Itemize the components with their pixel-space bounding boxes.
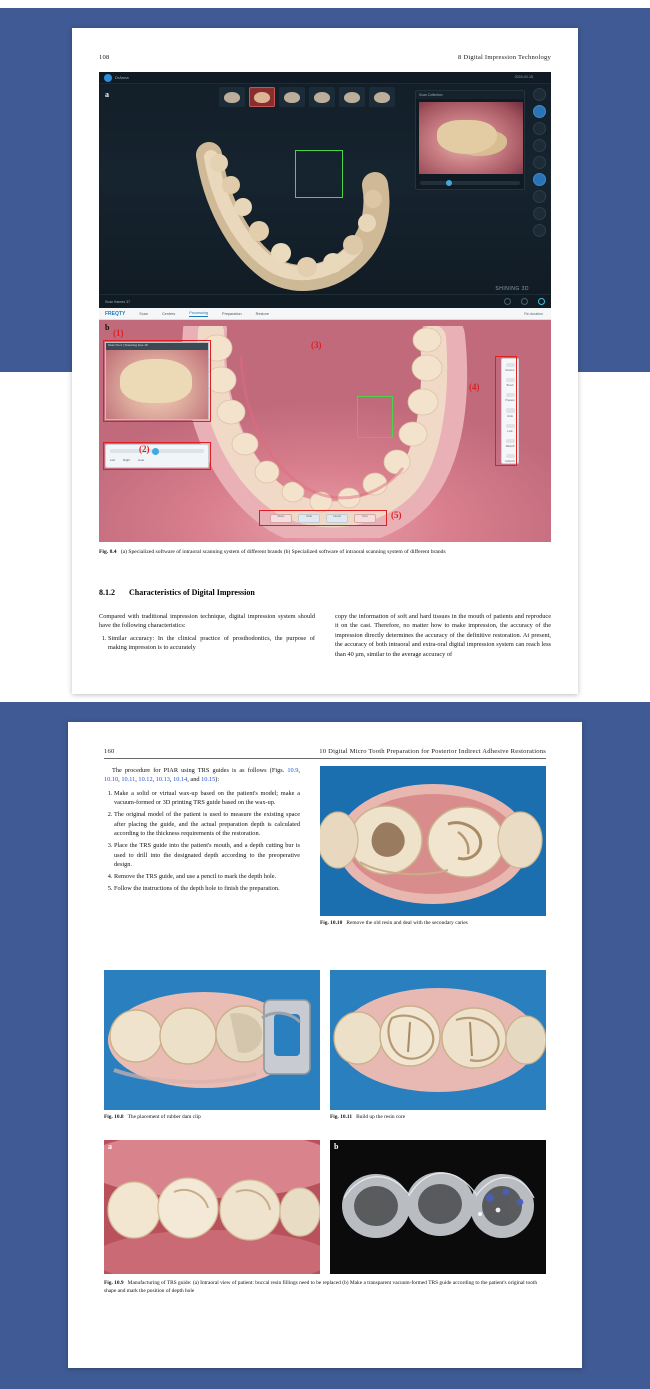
tab-restore[interactable]: Restore [255, 311, 269, 316]
cancel-button[interactable]: Cancel [326, 514, 348, 523]
header-rule [104, 758, 546, 759]
tab-centres[interactable]: Centres [161, 311, 176, 316]
selection-box-green-b [357, 396, 393, 438]
date-label: 2024-03-15 [514, 75, 533, 79]
panel-b-toolbar[interactable] [99, 308, 551, 320]
right-tool-rail[interactable] [531, 88, 547, 278]
undo-button[interactable]: Undo [298, 514, 320, 523]
band-white-top [0, 0, 650, 8]
body-column-left [99, 612, 315, 655]
figure-10-8-text: The placement of rubber dam clip [127, 1114, 201, 1120]
tool-label-lock: Lock [507, 429, 513, 433]
intraoral-scan-view[interactable] [99, 320, 551, 542]
band-white-left-strip [0, 0, 12, 8]
scan-preview-panel[interactable] [415, 90, 525, 190]
tooth-cell[interactable] [309, 87, 335, 107]
page-1-sheet [72, 28, 578, 694]
annotation-box-2 [103, 442, 211, 470]
page-2-chapter-title: 10 Digital Micro Tooth Preparation for Posterior Indirect Adhesive Restorations [319, 748, 546, 755]
preview-intraoral-image [419, 102, 523, 174]
annotation-box-4 [495, 356, 517, 466]
rail-icon-cursor[interactable] [533, 88, 546, 101]
tool-label-undo: Undo [506, 414, 514, 418]
page-number: 108 [99, 54, 110, 61]
figure-10-9-number: Fig. 10.9 [104, 1280, 127, 1286]
section-number: 8.1.2 [99, 588, 119, 597]
procedure-step-3: 3. Place the TRS guide into the patient's mouth, and a depth cutting bur is used to drill into the designated depth according to the preoperative design. [114, 841, 300, 869]
3d-scan-arch-model[interactable] [179, 127, 409, 292]
rail-icon-export[interactable] [533, 207, 546, 220]
tooth-cell[interactable] [339, 87, 365, 107]
procedure-step-1: 1. Make a solid or virtual wax-up based on the patient's model; make a vacuum-formed or 3D printing TRS guide based on the wax-up. [114, 789, 300, 808]
procedure-step-5: 5. Follow the instructions of the depth hole to finish the preparation. [114, 884, 300, 893]
figure-caption-number: Fig. 8.4 [99, 549, 120, 555]
tab-processing[interactable]: Processing [189, 310, 209, 315]
figure-10-10-photo [320, 766, 546, 916]
selection-box-green [295, 150, 343, 198]
figure-10-8-number: Fig. 10.8 [104, 1114, 127, 1120]
procedure-step-4: 4. Remove the TRS guide, and use a pencil to mark the depth hole. [114, 872, 300, 881]
scanner-software-panel-b [99, 308, 551, 542]
tool-label-restore: Restore [505, 369, 515, 373]
preview-tooth-shape [437, 120, 497, 154]
tab-preparation[interactable]: Preparation [222, 311, 242, 316]
panel-a-toolbar [99, 72, 551, 84]
procedure-intro [104, 766, 300, 785]
tool-label-prepare: Prepare [505, 399, 515, 403]
figure-panel-label-b: b [105, 323, 110, 332]
tool-label-colorcc: ColorCC [505, 459, 515, 463]
tooth-cell[interactable] [369, 87, 395, 107]
figure-8-4-caption [99, 548, 551, 556]
figure-10-10-number: Fig. 10.10 [320, 920, 346, 926]
panel-a-status-bar [99, 294, 551, 308]
figure-10-8-caption [104, 1114, 320, 1122]
redo-icon[interactable] [521, 298, 528, 305]
figure-10-8-photo [104, 970, 320, 1110]
annotation-box-1 [103, 340, 211, 422]
section-heading [99, 588, 551, 597]
next-button[interactable]: Next [354, 514, 376, 523]
option-right[interactable]: Right [123, 458, 131, 462]
figure-10-11-caption [330, 1114, 546, 1122]
preview-panel-title: Scan Collection [416, 91, 524, 99]
annotation-marker-5: (5) [391, 510, 402, 520]
reset-button[interactable]: Reset [270, 514, 292, 523]
rail-icon-fill[interactable] [533, 139, 546, 152]
figure-10-11-text: Build up the resin core [356, 1114, 406, 1120]
procedure-step-2: 2. The original model of the patient is used to measure the existing space after placing the guide, and the actual preparation depth is calculated according to the thickness requirements of the restoration. [114, 810, 300, 838]
page-2-text-column [104, 766, 300, 896]
lower-arch-scan [181, 326, 471, 538]
page-2-number: 160 [104, 748, 115, 755]
figure-10-11-number: Fig. 10.11 [330, 1114, 355, 1120]
scan-frames-status: Scan frames 37 [105, 299, 131, 304]
tooth-cell[interactable] [219, 87, 245, 107]
figure-10-9-label-b: b [334, 1142, 339, 1151]
page-2-sheet [68, 722, 582, 1368]
page-2-running-head [104, 748, 546, 755]
chapter-title: 8 Digital Impression Technology [458, 54, 551, 61]
software-brandmark: SHINING 3D [495, 286, 529, 292]
status-bar-icons[interactable] [504, 298, 545, 305]
figure-10-9-label-a: a [108, 1142, 112, 1151]
page-1-running-head [99, 54, 551, 61]
figure-10-10-text: Remove the old resin and deal with the secondary caries [346, 920, 468, 926]
tooth-selection-strip[interactable] [219, 86, 419, 108]
right-paragraph: copy the information of soft and hard tissues in the mouth of patients and reproduce it on the cast. Therefore, no matter how to make impression, the accuracy of the impression directly determines the accuracy of the definitive restoration. At present, the accuracy of both intraoral and extra-oral digital impression system can reach less than 40 µm, similar to the average accuracy of [335, 613, 551, 658]
tool-label-markoff: Markoff [505, 444, 515, 448]
rail-icon-trim[interactable] [533, 122, 546, 135]
figure-10-9-photo-a [104, 1140, 320, 1274]
option-left[interactable]: Left [110, 458, 116, 462]
annotation-marker-2: (2) [139, 444, 150, 454]
scanner-software-panel-a [99, 72, 551, 308]
confirm-icon[interactable] [538, 298, 545, 305]
rail-icon-scan[interactable] [533, 105, 546, 118]
figure-10-9-photo-b [330, 1140, 546, 1274]
user-name-label: DrAnna [115, 75, 129, 80]
figure-10-9-caption [104, 1280, 546, 1295]
tab-scan[interactable]: Scan [139, 311, 148, 316]
procedure-steps [104, 789, 300, 893]
tooth-cell[interactable] [279, 87, 305, 107]
undo-icon[interactable] [504, 298, 511, 305]
figure-panel-label-a: a [105, 90, 109, 99]
section-title: Characteristics of Digital Impression [129, 588, 255, 597]
app-logo-icon [104, 74, 112, 82]
tooth-cell-selected[interactable] [249, 87, 275, 107]
figure-10-10-caption [320, 920, 546, 928]
figure-10-9-text: Manufacturing of TRS guide: (a) Intraoral view of patient: buccal resin fillings need to be replaced (b) Make a transparent vacuum-formed TRS guide according to the patient's original tooth shape and mark the position of depth hole [104, 1280, 538, 1294]
panel-b-status: Re-duration [524, 311, 543, 316]
thumbnail-title: Scan No.2 | Scanning time 18 [106, 343, 208, 350]
rail-icon-measure[interactable] [533, 156, 546, 169]
left-intro-paragraph: Compared with traditional impression technique, digital impression system should have the following characteristics: [99, 613, 315, 630]
rail-icon-view[interactable] [533, 190, 546, 203]
panel-b-brand: FREQTY [105, 310, 126, 317]
characteristics-list [99, 634, 315, 653]
annotation-box-5 [259, 510, 387, 526]
body-column-right [335, 612, 551, 662]
procedure-intro-text: The procedure for PIAR using TRS guides is as follows (Figs. 10.9, 10.10, 10.11, 10.12, 10.13, 10.14, and 10.15): [104, 767, 300, 784]
annotation-marker-4: (4) [469, 382, 480, 392]
rail-icon-color[interactable] [533, 173, 546, 186]
characteristics-item-1: 1. Similar accuracy: In the clinical practice of prosthodontics, the purpose of making impression is to accurately [108, 634, 315, 653]
annotation-marker-1: (1) [113, 328, 124, 338]
rail-icon-settings[interactable] [533, 224, 546, 237]
preview-slider[interactable] [420, 181, 520, 185]
figure-8-4 [99, 72, 551, 542]
tool-label-brush: Brush [506, 384, 514, 388]
annotation-marker-3: (3) [311, 340, 322, 350]
option-auto[interactable]: Auto [138, 458, 145, 462]
figure-10-11-photo [330, 970, 546, 1110]
figure-caption-text: (a) Specialized software of intraoral scanning system of different brands (b) Specialized software of intraoral scanning system of different brands [120, 549, 446, 555]
